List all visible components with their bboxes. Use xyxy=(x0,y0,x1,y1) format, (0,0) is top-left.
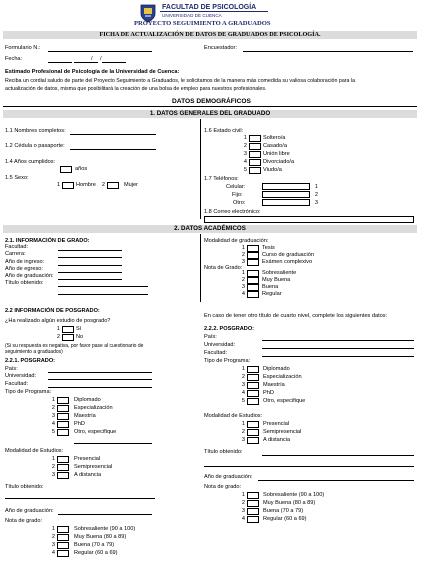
id-field[interactable] xyxy=(70,149,156,150)
civil-status-label: 1.6 Estado civil: xyxy=(204,128,244,134)
pg1-modality-box[interactable] xyxy=(57,472,69,479)
phone-mobile-label: Celular: xyxy=(226,184,246,190)
option-number: 2 xyxy=(241,429,245,435)
degree-field-label: Carrera: xyxy=(5,251,26,257)
pg2-grade-label: Nota de grado: xyxy=(204,484,242,490)
option-number: 3 xyxy=(241,284,245,290)
pg1-program-option: PhD xyxy=(74,421,85,427)
option-number: 1 xyxy=(241,245,245,251)
date-separator: / xyxy=(91,56,93,62)
pg2-modality-box[interactable] xyxy=(247,429,259,436)
pg2-grade-box[interactable] xyxy=(247,492,259,499)
date-month-field[interactable] xyxy=(74,62,98,63)
demographics-rule xyxy=(3,106,417,107)
pg2-modality-box[interactable] xyxy=(247,437,259,444)
option-number: 2 xyxy=(241,500,245,506)
pg1-program-option: Maestría xyxy=(74,413,96,419)
faculty-name: FACULTAD DE PSICOLOGÍA xyxy=(162,4,257,11)
date-label: Fecha: xyxy=(5,56,23,62)
pg2-grad-year-label: Año de graduación: xyxy=(204,474,253,480)
pg2-modality-option: A distancia xyxy=(263,437,291,443)
pg2-title-label: Título obtenido: xyxy=(204,449,243,455)
option-number: 1 xyxy=(51,456,55,462)
option-number: 2 xyxy=(51,464,55,470)
pg1-title-label: Título obtenido: xyxy=(5,484,44,490)
pg1-program-option: Especialización xyxy=(74,405,113,411)
pg2-program-option: Especialización xyxy=(263,374,302,380)
option-number: 4 xyxy=(51,550,55,556)
date-separator: / xyxy=(100,56,102,62)
pg1-grad-year-field[interactable] xyxy=(58,514,152,515)
pg1-program-box[interactable] xyxy=(57,397,69,404)
option-number: 2 xyxy=(241,252,245,258)
pg1-title-field[interactable] xyxy=(5,498,155,499)
pg1-field-label: Facultad: xyxy=(5,381,29,387)
option-number: 2 xyxy=(51,405,55,411)
exit-year-field[interactable] xyxy=(58,272,122,273)
option-number: 2 xyxy=(241,374,245,380)
pg2-modality-label: Modalidad de Estudios: xyxy=(204,413,263,419)
pg1-modality-box[interactable] xyxy=(57,464,69,471)
option-number: 3 xyxy=(314,200,318,206)
sex-male-label: Hombre xyxy=(76,182,96,188)
civil-widowed-box[interactable] xyxy=(249,167,261,174)
postgrad-2-title: 2.2.2. POSGRADO: xyxy=(204,326,255,332)
pg2-program-option: PhD xyxy=(263,390,274,396)
phone-other-label: Otro: xyxy=(233,200,246,206)
age-label: 1.4 Años cumplidos: xyxy=(5,159,56,165)
grade-box[interactable] xyxy=(247,277,259,284)
postgrad-note: (Si su respuesta es negativa, por favor pase al cuestionario de xyxy=(5,343,144,349)
email-label: 1.8 Correo electrónico: xyxy=(204,209,261,215)
civil-option-label: Casado/a xyxy=(263,143,287,149)
pg2-program-box[interactable] xyxy=(247,398,259,405)
age-unit: años xyxy=(75,166,88,172)
pg1-modality-option: A distancia xyxy=(74,472,102,478)
civil-option-label: Soltero/a xyxy=(263,135,286,141)
demographics-title: DATOS DEMOGRÁFICOS xyxy=(172,98,251,105)
id-label: 1.2 Cédula o pasaporte: xyxy=(5,143,65,149)
sex-female-box[interactable] xyxy=(107,182,119,189)
pg1-grade-box[interactable] xyxy=(57,542,69,549)
form-number-field[interactable] xyxy=(48,51,152,52)
pg2-title-field[interactable] xyxy=(204,466,414,467)
graduation-mode-option: Curso de graduación xyxy=(262,252,314,258)
pg1-grade-option: Muy Buena (80 a 89) xyxy=(74,534,127,540)
grade-option: Sobresaliente xyxy=(262,270,297,276)
encuestador-field[interactable] xyxy=(243,51,413,52)
full-name-field[interactable] xyxy=(70,134,156,135)
civil-divorced-box[interactable] xyxy=(249,159,261,166)
degree-field-label: Título obtenido: xyxy=(5,280,44,286)
degree-info-title: 2.1. INFORMACIÓN DE GRADO: xyxy=(5,238,90,244)
postgrad-yes-box[interactable] xyxy=(62,326,74,333)
pg2-university-field[interactable] xyxy=(262,348,414,349)
phone-mobile-field[interactable] xyxy=(262,183,310,190)
option-number: 3 xyxy=(243,151,247,157)
pg2-grade-box[interactable] xyxy=(247,516,259,523)
section-bar xyxy=(3,225,417,233)
option-number: 4 xyxy=(241,516,245,522)
pg1-grade-box[interactable] xyxy=(57,526,69,533)
other-degree-note: En caso de tener otro título de cuarto nivel, complete los siguientes datos: xyxy=(204,313,388,319)
header-rule xyxy=(160,11,268,12)
option-number: 2 xyxy=(101,182,105,188)
pg1-grade-label: Nota de grado: xyxy=(5,518,43,524)
date-day-field[interactable] xyxy=(48,62,72,63)
pg2-program-box[interactable] xyxy=(247,390,259,397)
pg1-other-field[interactable] xyxy=(74,443,152,444)
grade-box[interactable] xyxy=(247,284,259,291)
pg1-modality-option: Semipresencial xyxy=(74,464,113,470)
column-divider xyxy=(200,234,201,302)
pg1-field-label: País: xyxy=(5,366,18,372)
pg1-program-box[interactable] xyxy=(57,413,69,420)
civil-option-label: Divorciado/a xyxy=(263,159,295,165)
graduation-year-field[interactable] xyxy=(58,279,122,280)
pg2-program-box[interactable] xyxy=(247,366,259,373)
civil-option-label: Viudo/a xyxy=(263,167,282,173)
grade-option: Buena xyxy=(262,284,279,290)
phone-home-field[interactable] xyxy=(262,191,310,198)
degree-field-label: Año de ingreso: xyxy=(5,259,45,265)
option-number: 5 xyxy=(241,398,245,404)
pg2-field-label: País: xyxy=(204,334,217,340)
university-name: UNIVERSIDAD DE CUENCA xyxy=(162,13,222,18)
pg1-program-box[interactable] xyxy=(57,421,69,428)
option-number: 1 xyxy=(241,492,245,498)
pg1-grade-box[interactable] xyxy=(57,534,69,541)
pg1-university-field[interactable] xyxy=(48,379,152,380)
option-number: 2 xyxy=(56,334,60,340)
option-number: 3 xyxy=(51,542,55,548)
option-number: 5 xyxy=(51,429,55,435)
pg2-faculty-field[interactable] xyxy=(262,356,414,357)
column-divider xyxy=(200,119,201,219)
option-number: 3 xyxy=(241,508,245,514)
project-name: PROYECTO SEGUIMIENTO A GRADUADOS xyxy=(134,20,271,27)
pg1-modality-box[interactable] xyxy=(57,456,69,463)
section-bar xyxy=(3,110,417,118)
degree-field-label: Facultad: xyxy=(5,244,29,250)
intro-text-line: actualización de datos, misma que posibilitará la creación de una bolsa de empleo para nuestros profesionales. xyxy=(5,86,267,92)
pg2-modality-option: Presencial xyxy=(263,421,290,427)
pg1-grade-box[interactable] xyxy=(57,550,69,557)
option-number: 2 xyxy=(241,277,245,283)
option-number: 5 xyxy=(243,167,247,173)
option-number: 4 xyxy=(241,291,245,297)
degree-title-field[interactable] xyxy=(58,294,148,295)
pg2-grade-option: Buena (70 a 79) xyxy=(263,508,304,514)
career-field[interactable] xyxy=(58,257,122,258)
option-number: 1 xyxy=(241,270,245,276)
option-number: 1 xyxy=(241,366,245,372)
graduation-mode-box[interactable] xyxy=(247,252,259,259)
sex-male-box[interactable] xyxy=(62,182,74,189)
option-number: 1 xyxy=(243,135,247,141)
pg2-program-box[interactable] xyxy=(247,382,259,389)
pg1-faculty-field[interactable] xyxy=(48,387,152,388)
pg1-program-option: Diplomado xyxy=(74,397,101,403)
graduation-mode-box[interactable] xyxy=(247,245,259,252)
pg1-country-field[interactable] xyxy=(48,372,152,373)
section-title: 2. DATOS ACADÉMICOS xyxy=(174,225,246,232)
option-number: 3 xyxy=(241,382,245,388)
postgrad-note: seguimiento a graduados) xyxy=(5,349,63,355)
pg2-grade-box[interactable] xyxy=(247,508,259,515)
pg2-program-label: Tipo de Programa: xyxy=(204,358,251,364)
option-number: 1 xyxy=(314,184,318,190)
pg1-grade-option: Sobresaliente (90 a 100) xyxy=(74,526,136,532)
intro-text-line: Reciba un cordial saludo de parte del Proyecto Seguimiento a Graduados, le solicitamos de la manera más comedida su valiosa colaboración para la xyxy=(5,78,356,84)
pg1-program-option: Otro, especifique xyxy=(74,429,117,435)
postgrad-info-title: 2.2 INFORMACIÓN DE POSGRADO: xyxy=(5,308,100,314)
pg1-program-box[interactable] xyxy=(57,429,69,436)
pg1-modality-label: Modalidad de Estudios: xyxy=(5,448,64,454)
civil-option-label: Unión libre xyxy=(263,151,290,157)
option-number: 1 xyxy=(56,326,60,332)
pg1-grade-option: Buena (70 a 79) xyxy=(74,542,115,548)
graduation-mode-box[interactable] xyxy=(247,259,259,266)
option-number: 3 xyxy=(51,472,55,478)
postgrad-question: ¿Ha realizado algún estudio de posgrado? xyxy=(5,318,111,324)
full-name-label: 1.1 Nombres completos: xyxy=(5,128,66,134)
grade-label: Nota de Grado: xyxy=(204,265,243,271)
pg2-grade-option: Muy Buena (80 a 89) xyxy=(263,500,316,506)
pg2-program-option: Maestría xyxy=(263,382,285,388)
grade-option: Regular xyxy=(262,291,282,297)
phone-home-label: Fijo: xyxy=(232,192,243,198)
sex-label: 1.5 Sexo: xyxy=(5,175,29,181)
form-number-label: Formulario N.: xyxy=(5,45,41,51)
pg2-title-field[interactable] xyxy=(262,455,414,456)
encuestador-label: Encuestador: xyxy=(204,45,237,51)
degree-field-label: Año de graduación: xyxy=(5,273,54,279)
option-number: 3 xyxy=(241,259,245,265)
form-title-bar xyxy=(3,31,417,39)
entry-year-field[interactable] xyxy=(58,265,122,266)
email-field[interactable] xyxy=(204,216,414,223)
postgrad-no-box[interactable] xyxy=(62,334,74,341)
age-box[interactable] xyxy=(60,166,72,173)
degree-title-field[interactable] xyxy=(58,286,148,287)
grade-box[interactable] xyxy=(247,270,259,277)
pg1-grade-option: Regular (60 a 69) xyxy=(74,550,118,556)
option-number: 3 xyxy=(51,413,55,419)
option-number: 4 xyxy=(243,159,247,165)
section-title: 1. DATOS GENERALES DEL GRADUADO xyxy=(149,110,271,117)
option-number: 2 xyxy=(51,534,55,540)
pg2-program-option: Otro, especifique xyxy=(263,398,306,404)
pg2-grade-box[interactable] xyxy=(247,500,259,507)
grade-option: Muy Buena xyxy=(262,277,291,283)
pg2-field-label: Facultad: xyxy=(204,350,228,356)
civil-married-box[interactable] xyxy=(249,143,261,150)
graduation-mode-label: Modalidad de graduación: xyxy=(204,238,269,244)
sex-female-label: Mujer xyxy=(124,182,138,188)
form-title: FICHA DE ACTUALIZACIÓN DE DATOS DE GRADUADOS DE PSICOLOGÍA. xyxy=(99,31,321,38)
pg2-grade-option: Regular (60 a 69) xyxy=(263,516,307,522)
grade-box[interactable] xyxy=(247,291,259,298)
option-number: 1 xyxy=(51,526,55,532)
phone-other-field[interactable] xyxy=(262,199,310,206)
option-number: 4 xyxy=(241,390,245,396)
civil-single-box[interactable] xyxy=(249,135,261,142)
intro-heading: Estimado Profesional de Psicología de la Universidad de Cuenca: xyxy=(5,69,180,75)
option-number: 1 xyxy=(241,421,245,427)
pg2-program-box[interactable] xyxy=(247,374,259,381)
date-year-field[interactable] xyxy=(102,62,126,63)
pg2-grad-year-field[interactable] xyxy=(258,480,414,481)
pg1-program-box[interactable] xyxy=(57,405,69,412)
pg1-program-label: Tipo de Programa: xyxy=(5,389,52,395)
phones-label: 1.7 Teléfonos: xyxy=(204,176,239,182)
pg2-country-field[interactable] xyxy=(262,340,414,341)
postgrad-1-title: 2.2.1. POSGRADO: xyxy=(5,358,56,364)
option-number: 4 xyxy=(51,421,55,427)
pg2-field-label: Universidad: xyxy=(204,342,236,348)
civil-union-box[interactable] xyxy=(249,151,261,158)
option-number: 2 xyxy=(314,192,318,198)
faculty-field[interactable] xyxy=(58,250,122,251)
graduation-mode-option: Exámen complexivo xyxy=(262,259,313,265)
option-number: 2 xyxy=(243,143,247,149)
option-number: 1 xyxy=(51,397,55,403)
pg2-modality-box[interactable] xyxy=(247,421,259,428)
pg2-modality-option: Semipresencial xyxy=(263,429,302,435)
option-number: 3 xyxy=(241,437,245,443)
pg1-field-label: Universidad: xyxy=(5,373,37,379)
pg2-program-option: Diplomado xyxy=(263,366,290,372)
postgrad-yes-label: Sí xyxy=(76,326,82,332)
pg1-grad-year-label: Año de graduación: xyxy=(5,508,54,514)
pg2-grade-option: Sobresaliente (90 a 100) xyxy=(263,492,325,498)
option-number: 1 xyxy=(56,182,60,188)
pg1-modality-option: Presencial xyxy=(74,456,101,462)
degree-field-label: Año de egreso: xyxy=(5,266,43,272)
graduation-mode-option: Tesis xyxy=(262,245,275,251)
postgrad-no-label: No xyxy=(76,334,84,340)
